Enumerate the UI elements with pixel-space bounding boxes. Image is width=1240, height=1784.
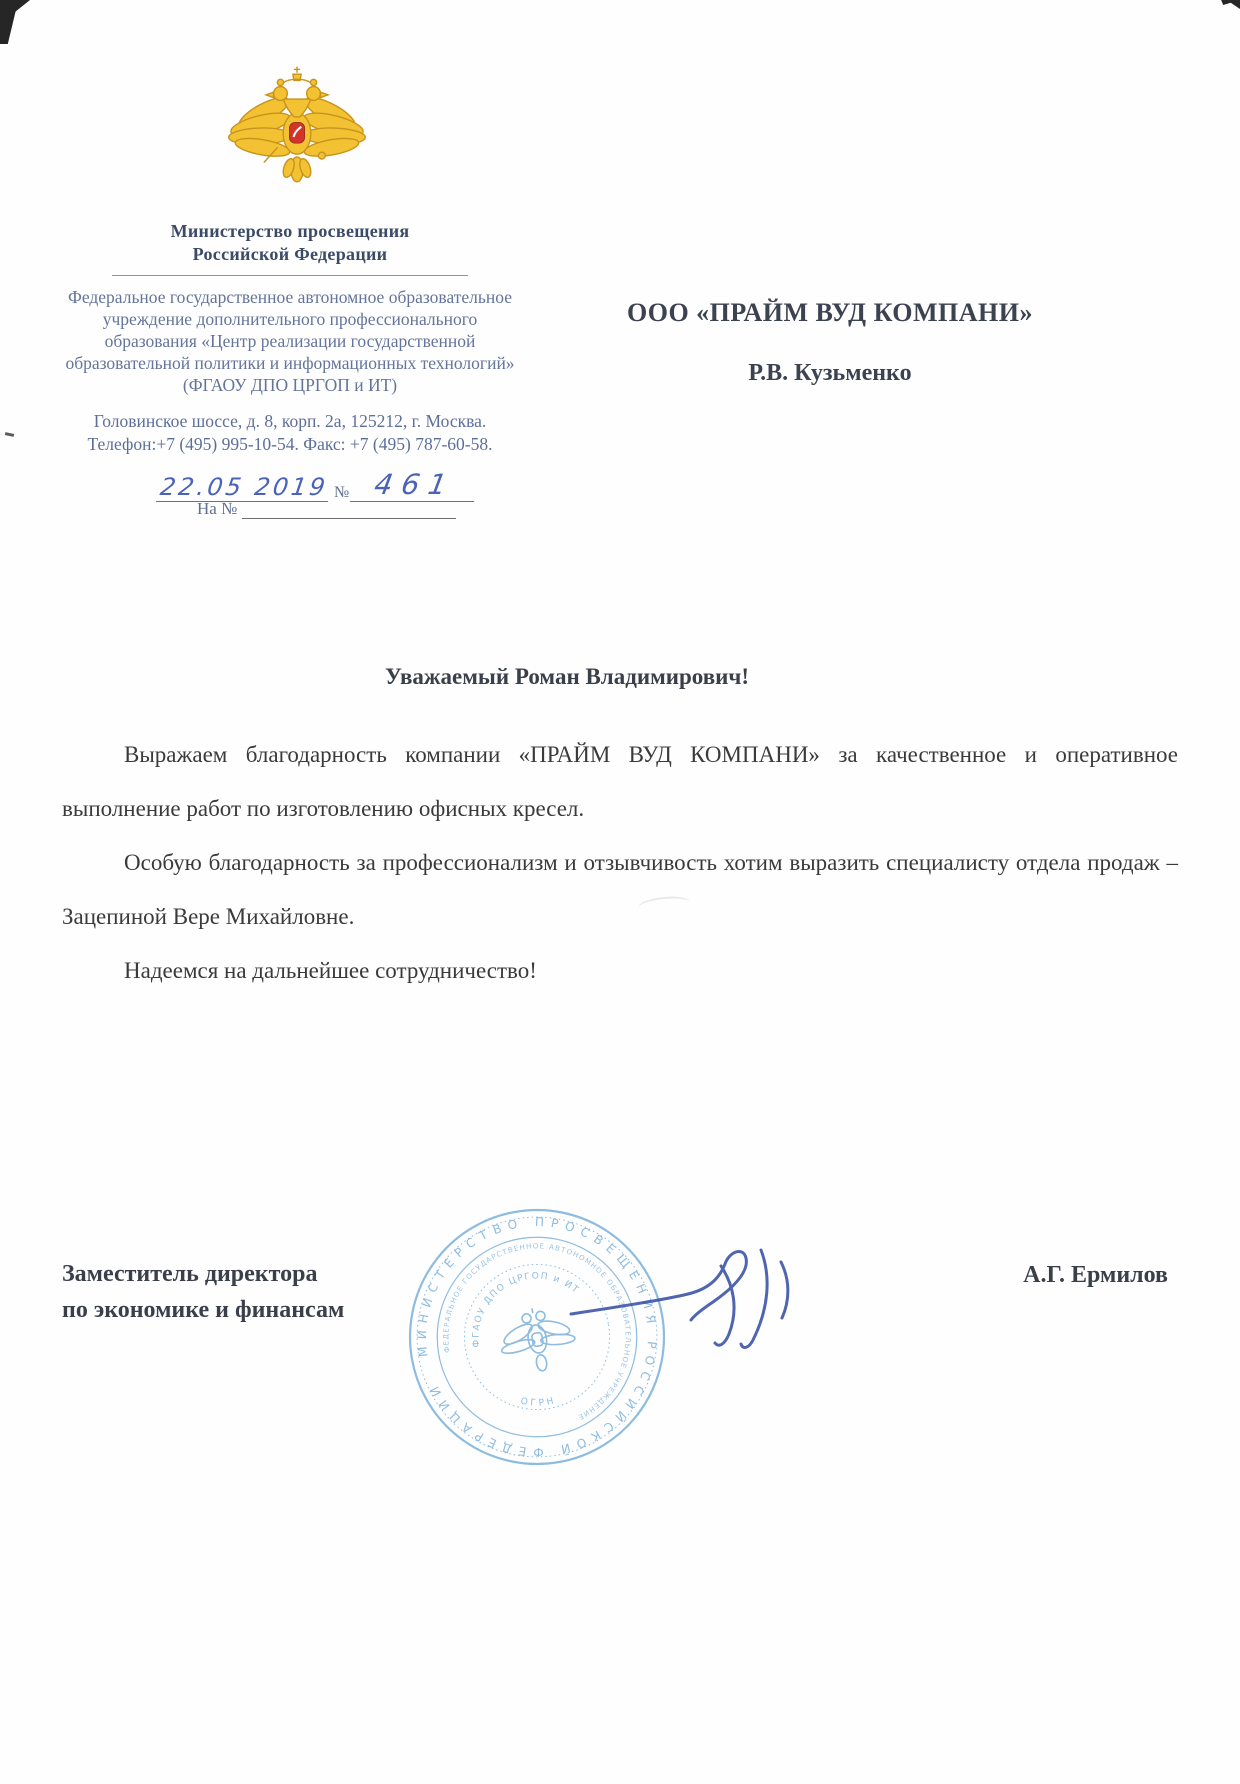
reference-label: На №	[197, 499, 238, 518]
signer-name: А.Г. Ермилов	[1023, 1262, 1168, 1288]
address-block	[40, 410, 540, 456]
right-wing	[302, 92, 366, 160]
signer-title-line2: по экономике и финансам	[62, 1297, 345, 1323]
scan-artifact-left-edge	[5, 432, 14, 437]
handwritten-outgoing-number: 461	[350, 468, 480, 502]
stamp-inner-bottom-text: ОГРН	[519, 1395, 558, 1409]
org-name-line: образования «Центр реализации государственной	[104, 331, 476, 351]
date-number-row	[158, 468, 477, 502]
letterhead-divider	[112, 275, 468, 276]
central-shield	[289, 122, 304, 143]
org-name-line: образовательной политики и информационных технологий»	[65, 353, 515, 373]
number-sign: №	[334, 484, 350, 501]
ministry-name-line2: Российской Федерации	[192, 244, 388, 264]
org-name-line: Федеральное государственное автономное образовательное	[68, 287, 512, 307]
stamp-outer-text: МИНИСТЕРСТВО ПРОСВЕЩЕНИЯ РОССИЙСКОЙ ФЕДЕРАЦИИ	[414, 1214, 659, 1459]
recipient-person: Р.В. Кузьменко	[748, 360, 912, 386]
scan-artifact-top-left	[0, 0, 30, 44]
letter-body	[62, 728, 1178, 998]
signer-title-line1: Заместитель директора	[62, 1261, 318, 1287]
postal-address: Головинское шоссе, д. 8, корп. 2а, 125212, г. Москва.	[93, 411, 487, 431]
reference-blank-line	[242, 498, 456, 519]
handwritten-date: 22.05 2019	[156, 473, 332, 502]
body-paragraph: Выражаем благодарность компании «ПРАЙМ ВУД КОМПАНИ» за качественное и оперативное выполнение работ по изготовлению офисных кресел.	[62, 742, 1178, 821]
stamp-org-text: ФЕДЕРАЛЬНОЕ ГОСУДАРСТВЕННОЕ АВТОНОМНОЕ ОБРАЗОВАТЕЛЬНОЕ УЧРЕЖДЕНИЕ	[441, 1241, 633, 1423]
recipient-block	[610, 298, 1050, 387]
org-name-line: учреждение дополнительного профессионального	[102, 309, 478, 329]
stamp-inner-top-text: ФГАОУ ДПО ЦРГОП и ИТ	[471, 1271, 581, 1348]
scan-artifact-top-right	[1198, 0, 1240, 9]
signer-title	[62, 1256, 344, 1328]
ministry-name-line1: Министерство просвещения	[170, 221, 410, 241]
salutation: Уважаемый Роман Владимирович!	[384, 664, 750, 689]
handwritten-signature	[553, 1236, 821, 1354]
russia-coat-of-arms-icon	[228, 58, 366, 198]
letterhead-block	[40, 220, 540, 456]
org-abbreviation: (ФГАОУ ДПО ЦРГОП и ИТ)	[182, 375, 398, 395]
left-wing	[228, 92, 292, 160]
body-paragraph: Особую благодарность за профессионализм и отзывчивость хотим выразить специалисту отдела продаж – Зацепиной Вере Михайловне.	[62, 850, 1178, 929]
phone-fax: Телефон:+7 (495) 995-10-54. Факс: +7 (495) 787-60-58.	[87, 434, 493, 454]
recipient-company: ООО «ПРАЙМ ВУД КОМПАНИ»	[627, 298, 1033, 327]
reference-number-row	[197, 498, 456, 519]
body-paragraph: Надеемся на дальнейшее сотрудничество!	[124, 958, 537, 983]
